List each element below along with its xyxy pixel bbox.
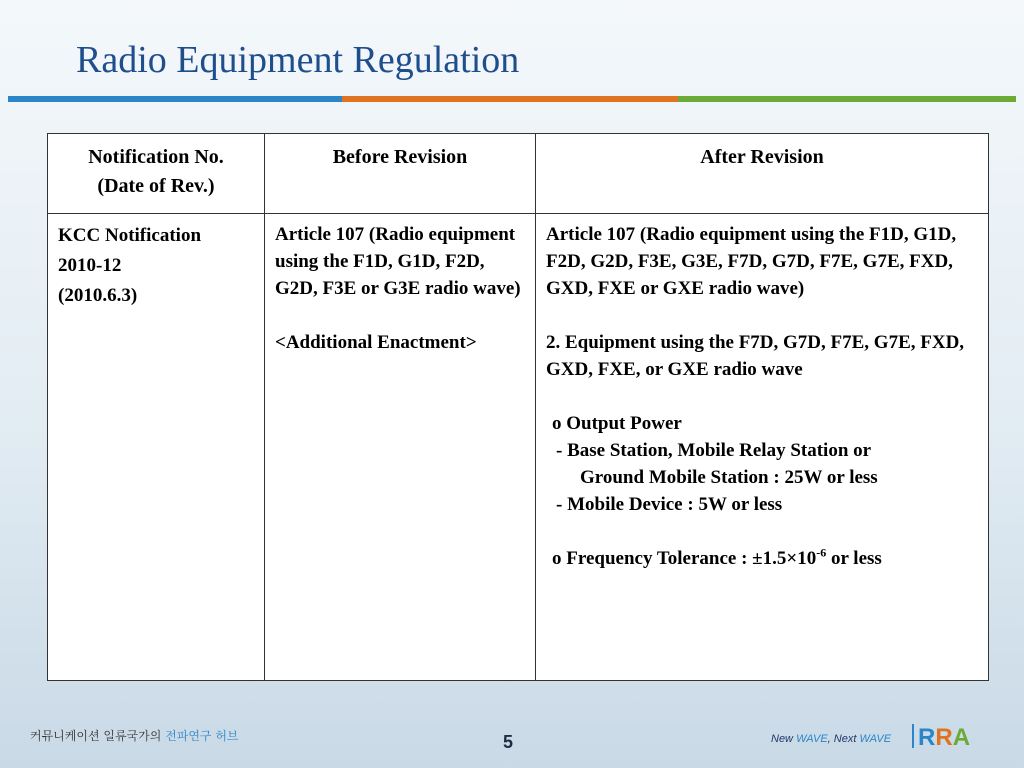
before-article: Article 107 (Radio equipment using the F1D, G1D, F2D, G2D, F3E or G3E radio wave): [275, 224, 521, 299]
table-row: [48, 214, 989, 681]
after-article: Article 107 (Radio equipment using the F1D, G1D, F2D, G2D, F3E, G3E, F7D, G7D, F7E, G7E, FXD, GXD, FXE or GXE radio wave): [546, 224, 957, 299]
title-underline-orange: [342, 96, 678, 102]
after-item-2: 2. Equipment using the F7D, G7D, F7E, G7E, FXD, GXD, FXE, or GXE radio wave: [546, 332, 965, 380]
cell-notification: KCC Notification 2010-12 (2010.6.3): [48, 214, 265, 681]
header-before-revision: Before Revision: [265, 134, 536, 214]
regulation-table: [47, 133, 989, 681]
output-power-heading: o Output Power: [552, 413, 682, 434]
mobile-device-line: - Mobile Device : 5W or less: [556, 494, 783, 515]
footer-korean-tagline: 커뮤니케이션 일류국가의 전파연구 허브: [30, 729, 239, 743]
base-station-line-cont: Ground Mobile Station : 25W or less: [580, 467, 878, 488]
slide-title: Radio Equipment Regulation: [76, 39, 520, 81]
before-note: <Additional Enactment>: [275, 332, 477, 353]
base-station-line: - Base Station, Mobile Relay Station or: [556, 440, 872, 461]
title-underline-blue: [8, 96, 342, 102]
header-notification: Notification No. (Date of Rev.): [48, 134, 265, 214]
cell-after-revision: [536, 214, 989, 681]
svg-text:RRA: RRA: [918, 724, 971, 750]
header-after-revision: After Revision: [536, 134, 989, 214]
frequency-tolerance-line: o Frequency Tolerance : $\pm 1.5\times 10^{-6}$ or less: [552, 545, 882, 569]
cell-before-revision: [265, 214, 536, 681]
page-number: 5: [503, 732, 514, 752]
title-underline-green: [678, 96, 1016, 102]
footer-slogan: New WAVE, Next WAVE: [771, 733, 892, 745]
table-header-row: [48, 134, 989, 214]
rra-logo-icon: [912, 722, 992, 750]
